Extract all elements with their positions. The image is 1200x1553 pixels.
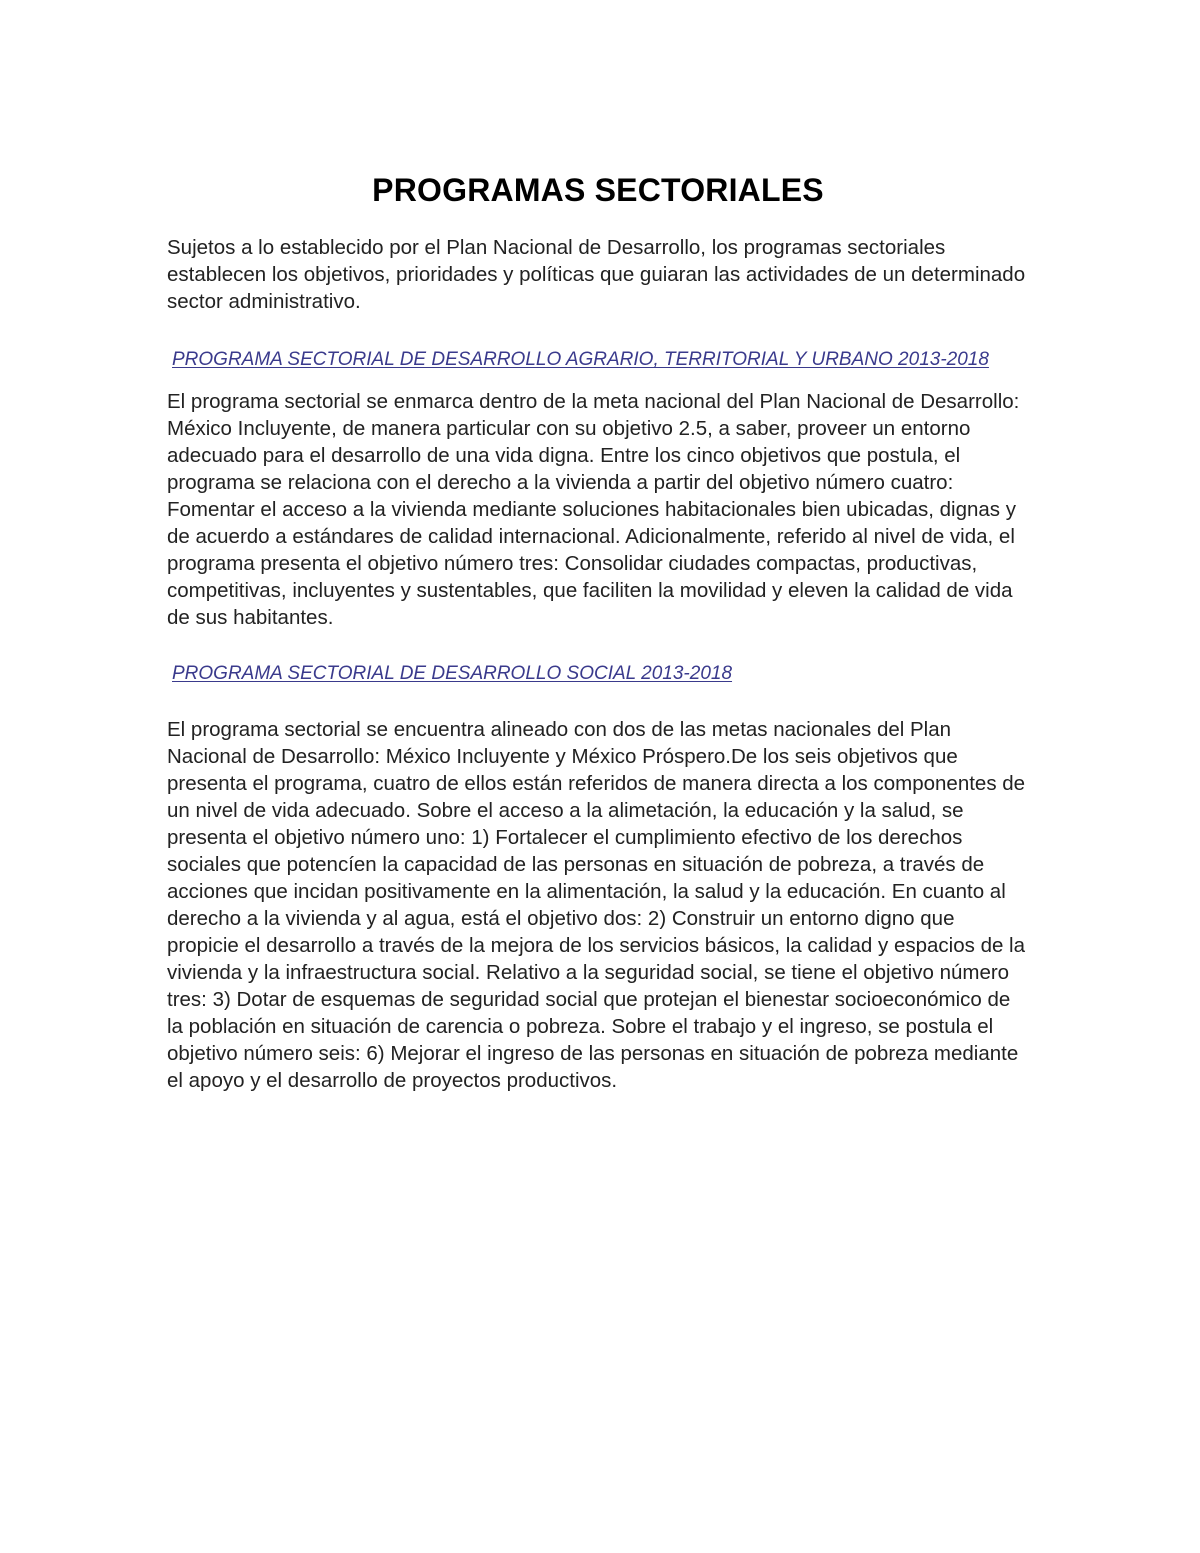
link-programa-social[interactable]: PROGRAMA SECTORIAL DE DESARROLLO SOCIAL 2013-2018: [172, 663, 733, 684]
intro-paragraph: Sujetos a lo establecido por el Plan Nacional de Desarrollo, los programas sectoriales establecen los objetivos, prioridades y políticas que guiaran las actividades de un determinado sector administrativo.: [167, 236, 1026, 313]
document-page: [167, 168, 1029, 1094]
section-agrario-body: El programa sectorial se enmarca dentro de la meta nacional del Plan Nacional de Desarrollo: México Incluyente, de manera particular con su objetivo 2.5, a saber, proveer un entorno adecuado para el desarrollo de una vida digna. Entre los cinco objetivos que postula, el programa se relaciona con el derecho a la vivienda a partir del objetivo número cuatro: Fomentar el acceso a la vivienda mediante soluciones habitacionales bien ubicadas, dignas y de acuerdo a estándares de calidad internacional. Adicionalmente, referido al nivel de vida, el programa presenta el objetivo número tres: Consolidar ciudades compactas, productivas, competitivas, incluyentes y sustentables, que faciliten la movilidad y eleven la calidad de vida de sus habitantes.: [167, 390, 1020, 629]
section-social-body: El programa sectorial se encuentra alineado con dos de las metas nacionales del Plan Nacional de Desarrollo: México Incluyente y México Próspero.De los seis objetivos que presenta el programa, cuatro de ellos están referidos de manera directa a los componentes de un nivel de vida adecuado. Sobre el acceso a la alimetación, la educación y la salud, se presenta el objetivo número uno: 1) Fortalecer el cumplimiento efectivo de los derechos sociales que potencíen la capacidad de las personas en situación de pobreza, a través de acciones que incidan positivamente en la alimentación, la salud y la educación. En cuanto al derecho a la vivienda y al agua, está el objetivo dos: 2) Construir un entorno digno que propicie el desarrollo a través de la mejora de los servicios básicos, la calidad y espacios de la vivienda y la infraestructura social. Relativo a la seguridad social, se tiene el objetivo número tres: 3) Dotar de esquemas de seguridad social que protejan el bienestar socioeconómico de la población en situación de carencia o pobreza. Sobre el trabajo y el ingreso, se postula el objetivo número seis: 6) Mejorar el ingreso de las personas en situación de pobreza mediante el apoyo y el desarrollo de proyectos productivos.: [167, 718, 1026, 1092]
page-title: PROGRAMAS SECTORIALES: [372, 172, 824, 208]
link-programa-agrario[interactable]: PROGRAMA SECTORIAL DE DESARROLLO AGRARIO, TERRITORIAL Y URBANO 2013-2018: [172, 349, 989, 370]
